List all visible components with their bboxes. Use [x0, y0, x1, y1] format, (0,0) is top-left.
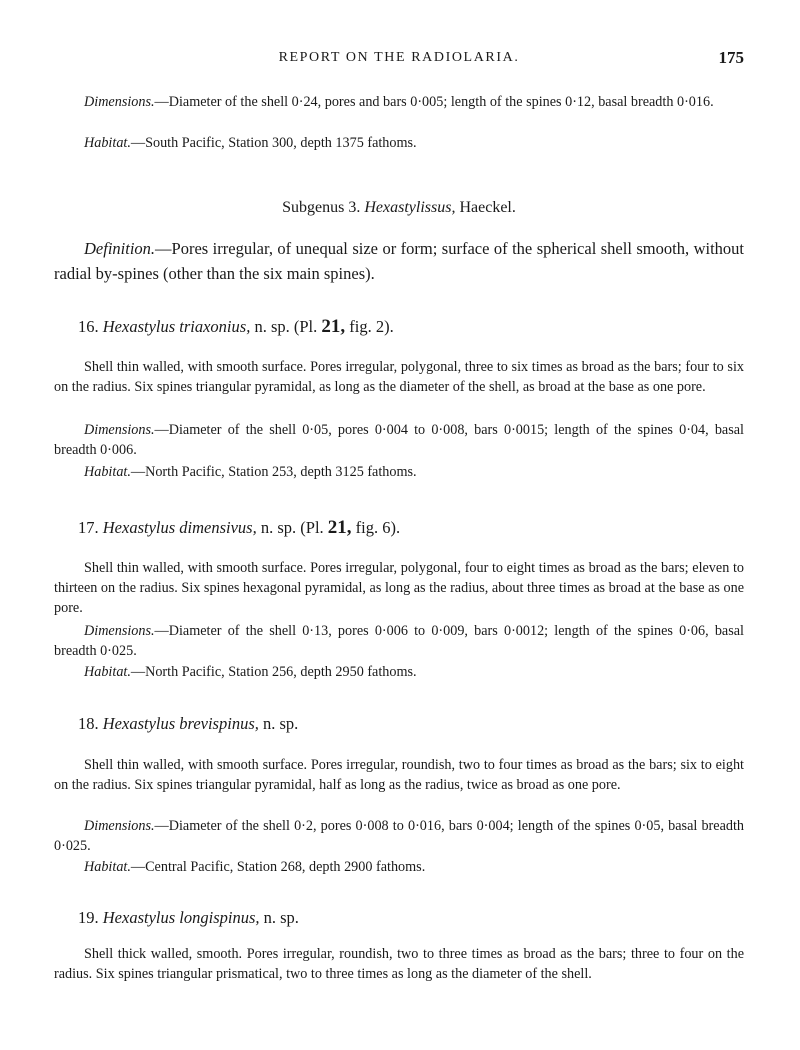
definition-label: Definition.	[84, 239, 156, 258]
species-dimensions-17	[54, 621, 744, 661]
species-description-16: Shell thin walled, with smooth surface. Pores irregular, polygonal, three to six times as broad as the bars; four to six on the radius. Six spines triangular pyramidal, as long as the diameter of the shell, as broad at the base as one pore.	[54, 359, 744, 395]
species-habitat-17	[54, 662, 744, 682]
species-number: 19.	[78, 908, 99, 927]
species-name: Hexastylus longispinus,	[102, 908, 260, 927]
dimensions-text: —Diameter of the shell 0·13, pores 0·006 to 0·009, bars 0·0012; length of the spines 0·06, basal breadth 0·025.	[54, 623, 744, 659]
habitat-text: —South Pacific, Station 300, depth 1375 fathoms.	[130, 135, 417, 151]
habitat-text: —North Pacific, Station 256, depth 2950 fathoms.	[130, 664, 417, 680]
species-suffix: n. sp.	[263, 714, 299, 733]
habitat-label: Habitat.	[84, 464, 131, 480]
dimensions-label: Dimensions.	[84, 623, 155, 639]
habitat-text: —Central Pacific, Station 268, depth 2900 fathoms.	[130, 859, 426, 875]
subgenus-heading	[54, 199, 744, 217]
dimensions-label: Dimensions.	[84, 94, 155, 110]
species-description-17: Shell thin walled, with smooth surface. Pores irregular, polygonal, four to eight times as broad as the bars; eleven to thirteen on the radius. Six spines hexagonal pyramidal, as long as the radius, about three times as broad at the base as one pore.	[54, 560, 744, 616]
subgenus-name: Hexastylissus,	[364, 199, 456, 216]
habitat-text: —North Pacific, Station 253, depth 3125 fathoms.	[130, 464, 417, 480]
page-header	[54, 48, 744, 72]
plate-ref-post: fig. 2).	[349, 317, 394, 336]
subgenus-prefix: Subgenus 3.	[282, 199, 361, 216]
species-name: Hexastylus brevispinus,	[102, 714, 259, 733]
dimensions-label: Dimensions.	[84, 818, 155, 834]
species-number: 18.	[78, 714, 99, 733]
habitat-label: Habitat.	[84, 859, 131, 875]
dimensions-text: —Diameter of the shell 0·24, pores and bars 0·005; length of the spines 0·12, basal breadth 0·016.	[154, 94, 714, 110]
species-number: 17.	[78, 518, 99, 537]
species-dimensions-16	[54, 420, 744, 460]
species-number: 16.	[78, 317, 99, 336]
subgenus-author: Haeckel.	[459, 199, 516, 216]
species-heading-17	[78, 517, 400, 539]
species-description-19: Shell thick walled, smooth. Pores irregular, roundish, two to three times as broad as the bars; three to four on the radius. Six spines triangular prismatical, two to three times as long as the diameter of the shell.	[54, 946, 744, 982]
species-suffix: n. sp.	[254, 317, 290, 336]
habitat-label: Habitat.	[84, 135, 131, 151]
plate-ref-pre: (Pl.	[300, 518, 324, 537]
species-habitat-18	[54, 857, 744, 877]
habitat-label: Habitat.	[84, 664, 131, 680]
species-heading-16	[78, 316, 394, 338]
page-number: 175	[718, 48, 744, 67]
dimensions-text: —Diameter of the shell 0·05, pores 0·004 to 0·008, bars 0·0015; length of the spines 0·04, basal breadth 0·006.	[54, 422, 744, 458]
habitat-paragraph-prev	[54, 133, 744, 153]
plate-number: 21,	[327, 517, 352, 538]
species-habitat-16	[54, 462, 744, 482]
plate-ref-post: fig. 6).	[355, 518, 401, 537]
species-suffix: n. sp.	[260, 518, 297, 537]
species-heading-19	[78, 908, 299, 928]
species-description-18: Shell thin walled, with smooth surface. Pores irregular, roundish, two to four times as broad as the bars; six to eight on the radius. Six spines triangular pyramidal, half as long as the radius, twice as broad as one pore.	[54, 757, 744, 793]
definition-paragraph	[54, 236, 744, 286]
species-suffix: n. sp.	[263, 908, 299, 927]
dimensions-paragraph-prev	[54, 92, 744, 112]
definition-text: —Pores irregular, of unequal size or form; surface of the spherical shell smooth, without radial by-spines (other than the six main spines).	[54, 239, 744, 283]
species-heading-18	[78, 714, 298, 734]
species-dimensions-18	[54, 816, 744, 856]
plate-ref-pre: (Pl.	[293, 317, 318, 336]
dimensions-label: Dimensions.	[84, 422, 155, 438]
dimensions-text: —Diameter of the shell 0·2, pores 0·008 to 0·016, bars 0·004; length of the spines 0·05, basal breadth 0·025.	[54, 818, 744, 854]
plate-number: 21,	[321, 316, 346, 337]
species-name: Hexastylus dimensivus,	[102, 518, 257, 537]
species-name: Hexastylus triaxonius,	[102, 317, 251, 336]
running-title: REPORT ON THE RADIOLARIA.	[278, 50, 520, 65]
